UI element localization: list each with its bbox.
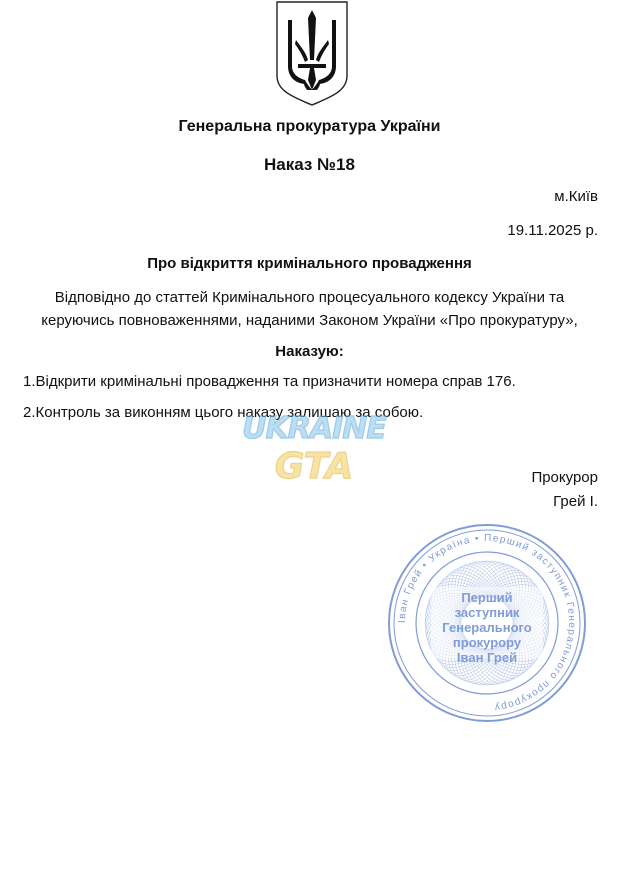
organization-name: Генеральна прокуратура України [178,118,441,135]
order-title: Наказ №18 [264,155,355,174]
svg-text:UKRAINE: UKRAINE [242,411,386,446]
document-city: м.Київ [554,188,598,205]
stamp-center-line: Перший [461,590,513,605]
ukraine-gta-watermark-logo [228,404,400,486]
signer-name: Грей І. [553,493,598,510]
order-item: 2.Контроль за виконням цього наказу залишаю за собою. [23,404,424,421]
document-date: 19.11.2025 р. [507,222,598,239]
preamble-line: Відповідно до статтей Кримінального процесуального кодексу України та [54,289,565,306]
stamp-center-line: заступник [454,605,520,620]
preamble-paragraph [20,286,599,332]
stamp-center-line: прокурору [452,635,522,650]
order-item: 1.Відкрити кримінальні провадження та призначити номера справ 176. [23,373,516,390]
preamble-line: керуючись повноваженнями, наданими Законом України «Про прокуратуру», [41,312,578,329]
trident-emblem-icon [274,0,350,106]
stamp-center-line: Іван Грей [456,650,518,665]
stamp-ring-text: Іван Грей • Україна • Перший заступник Генерального прокурору [396,532,578,713]
signer-title: Прокурор [531,469,598,486]
decree-heading: Наказую: [275,343,344,360]
order-subject: Про відкриття кримінального провадження [147,255,472,272]
official-stamp [387,523,587,723]
stamp-center-line: Генерального [442,620,532,635]
svg-text:GTA: GTA [274,446,354,486]
